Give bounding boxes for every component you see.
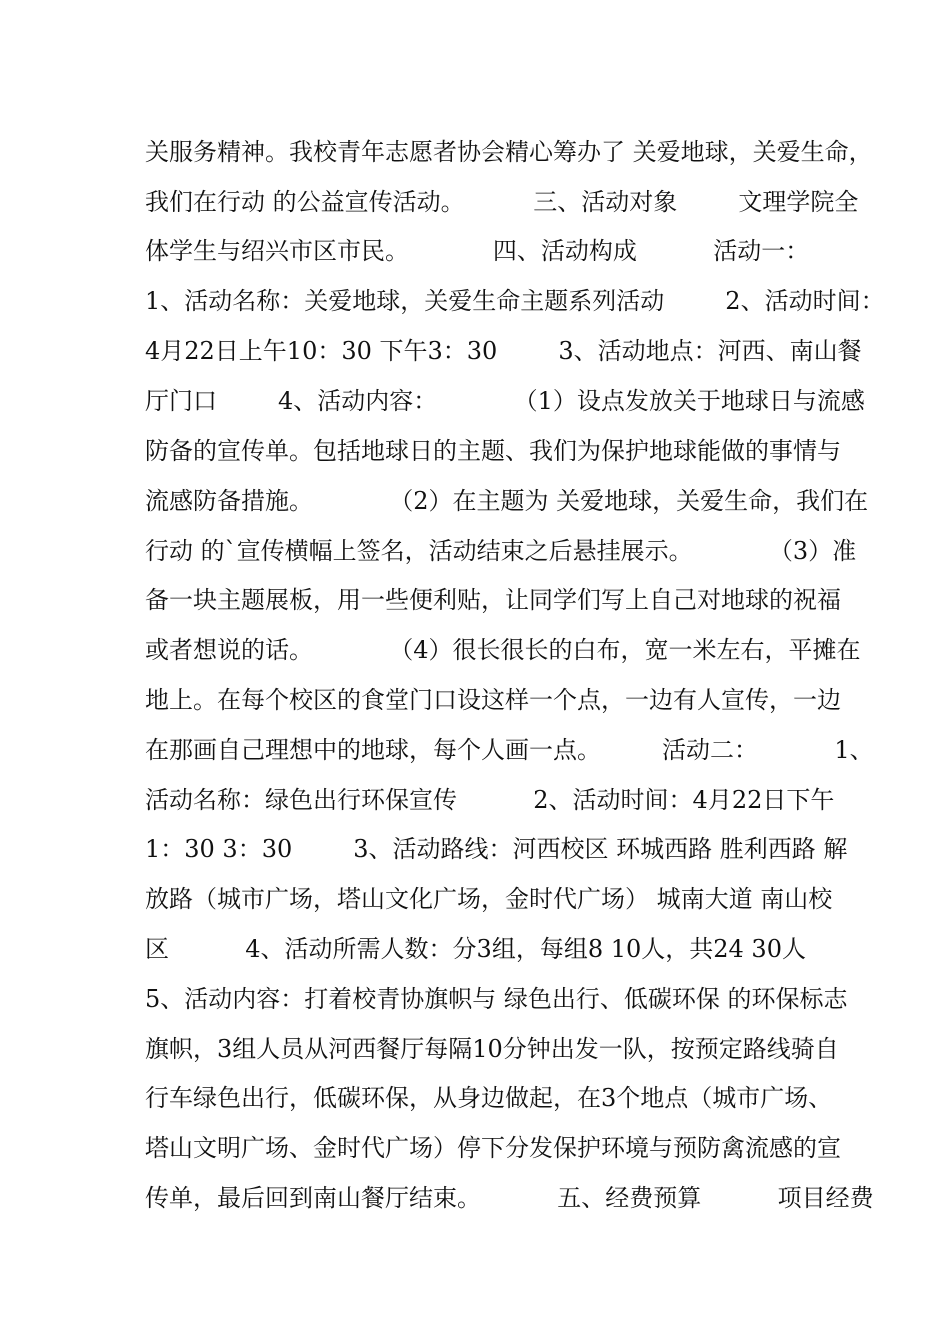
body-text-line: 流感防备措施。 （2）在主题为 关爱地球，关爱生命，我们在 [145, 487, 869, 515]
body-text-line: 行车绿色出行，低碳环保，从身边做起，在3个地点（城市广场、 [145, 1084, 833, 1112]
body-text-line: 备一块主题展板，用一些便利贴，让同学们写上自己对地球的祝福 [145, 586, 841, 614]
body-text-line: 关服务精神。我校青年志愿者协会精心筹办了 关爱地球，关爱生命， [145, 138, 873, 166]
body-text-line: 塔山文明广场、金时代广场）停下分发保护环境与预防禽流感的宣 [145, 1134, 841, 1162]
body-text-line: 我们在行动 的公益宣传活动。 三、活动对象 文理学院全 [145, 188, 859, 216]
body-text-line: 厅门口 4、活动内容： （1）设点发放关于地球日与流感 [145, 387, 865, 415]
body-text-line: 区 4、活动所需人数：分3组，每组8 10人，共24 30人 [145, 935, 806, 963]
body-text-line: 5、活动内容：打着校青协旗帜与 绿色出行、低碳环保 的环保标志 [145, 985, 848, 1013]
body-text-line: 1、活动名称：关爱地球，关爱生命主题系列活动 2、活动时间： [145, 287, 885, 315]
body-text-line: 行动 的`宣传横幅上签名，活动结束之后悬挂展示。 （3）准 [145, 537, 857, 565]
body-text-line: 在那画自己理想中的地球，每个人画一点。 活动二： 1、 [145, 736, 874, 764]
body-text-line: 4月22日上午10：30 下午3：30 3、活动地点：河西、南山餐 [145, 337, 862, 365]
body-text-line: 或者想说的话。 （4）很长很长的白布，宽一米左右，平摊在 [145, 636, 861, 664]
body-text-line: 防备的宣传单。包括地球日的主题、我们为保护地球能做的事情与 [145, 437, 841, 465]
body-text-line: 活动名称：绿色出行环保宣传 2、活动时间：4月22日下午 [145, 786, 835, 814]
body-text-line: 体学生与绍兴市区市民。 四、活动构成 活动一： [145, 237, 810, 265]
body-text-line: 旗帜，3组人员从河西餐厅每隔10分钟出发一队，按预定路线骑自 [145, 1035, 839, 1063]
body-text-line: 1：30 3：30 3、活动路线：河西校区 环城西路 胜利西路 解 [145, 835, 848, 863]
body-text-line: 传单，最后回到南山餐厅结束。 五、经费预算 项目经费 [145, 1184, 874, 1212]
body-text-line: 地上。在每个校区的食堂门口设这样一个点，一边有人宣传，一边 [145, 686, 841, 714]
body-text-line: 放路（城市广场，塔山文化广场，金时代广场） 城南大道 南山校 [145, 885, 833, 913]
